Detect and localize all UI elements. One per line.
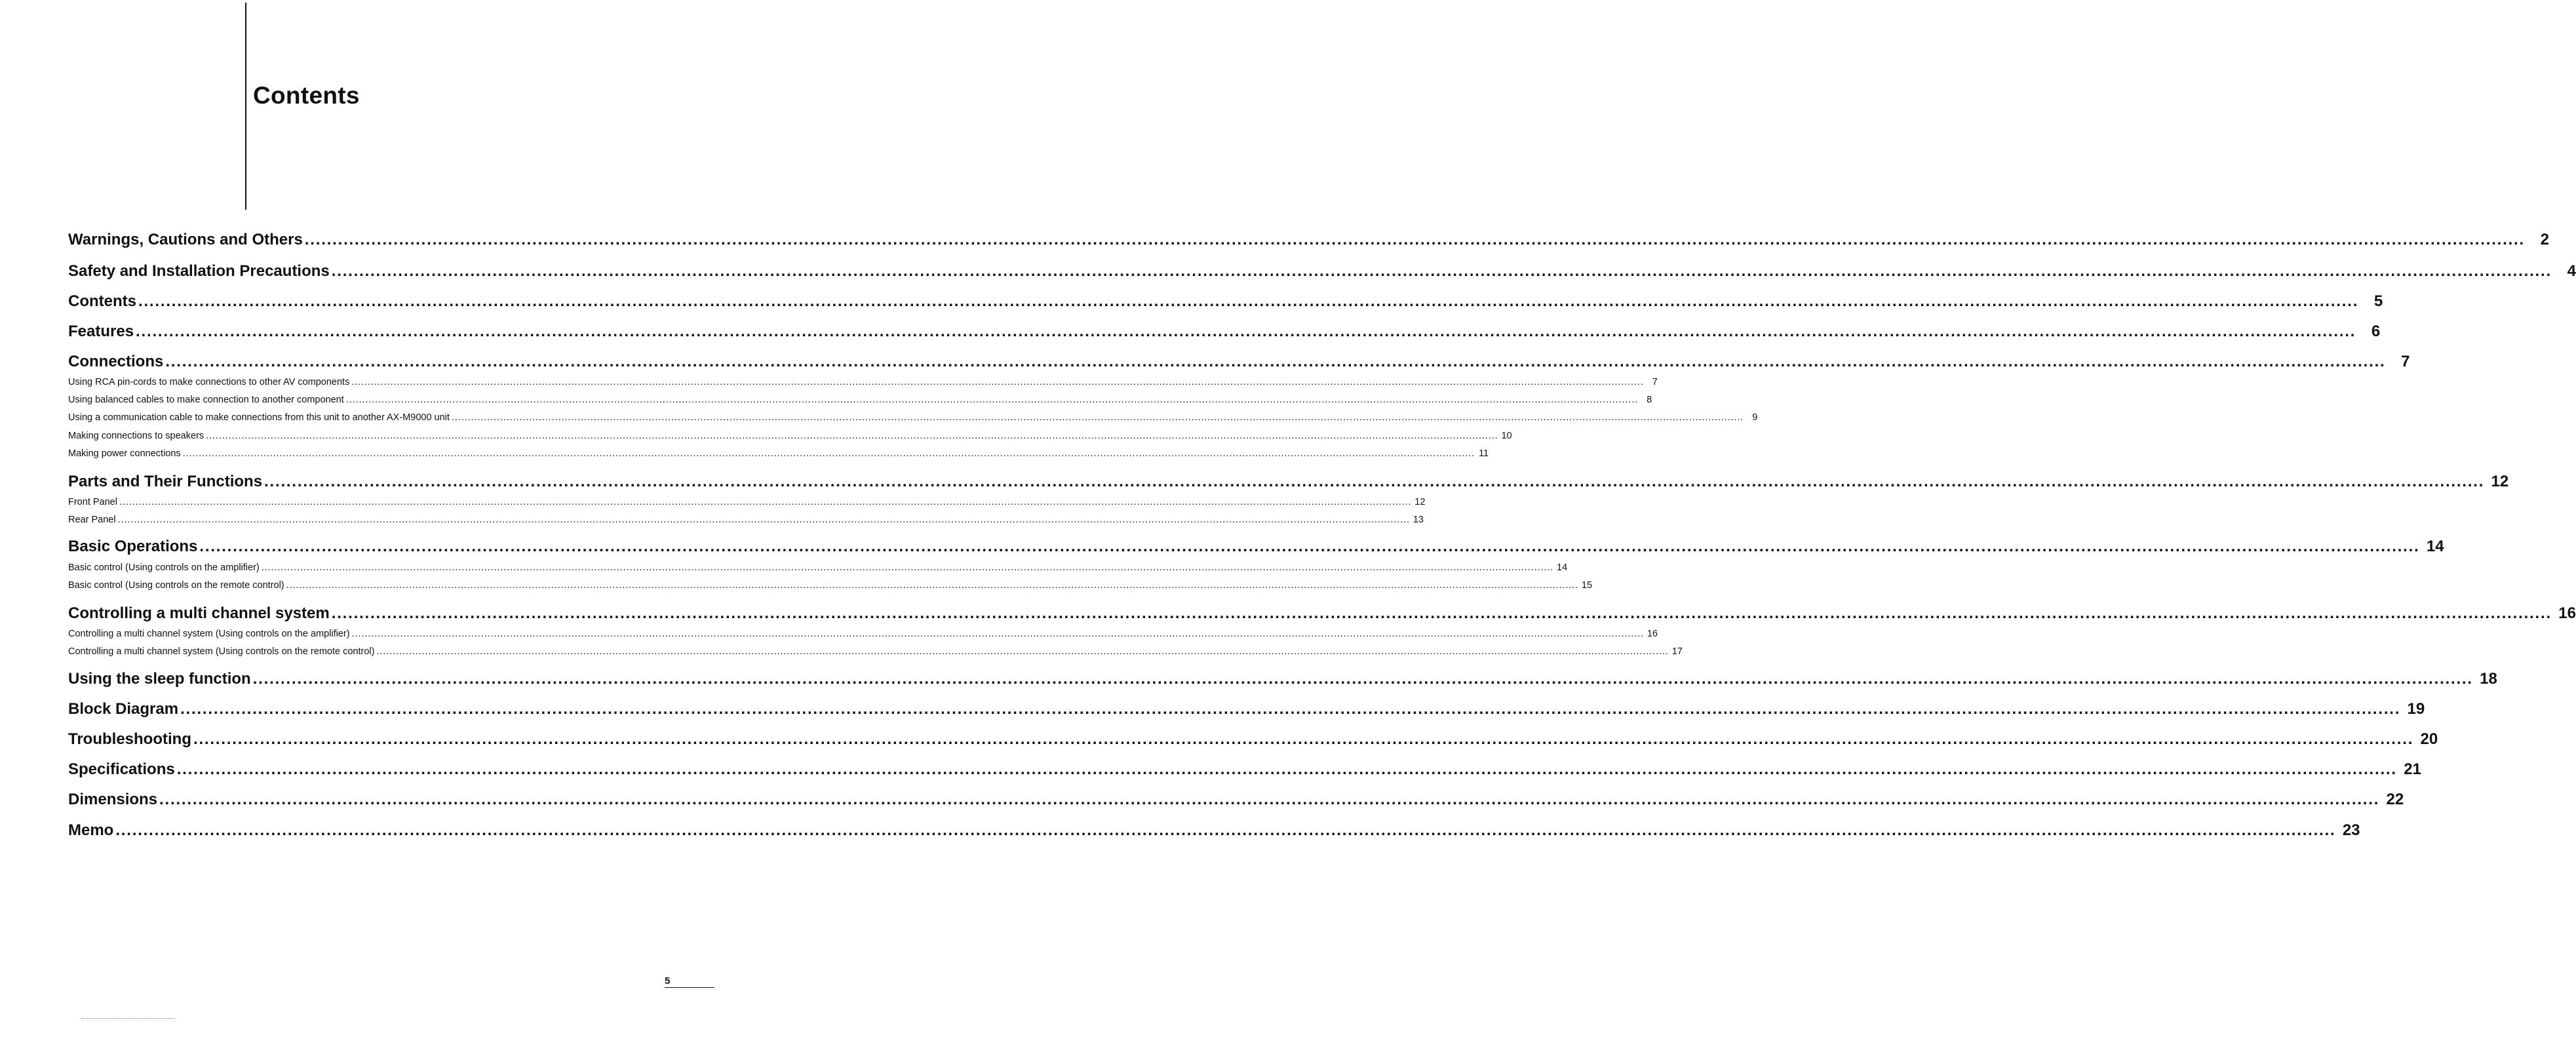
toc-subentry[interactable] — [68, 448, 1489, 461]
toc-subentry[interactable] — [68, 646, 1683, 659]
toc-entry-page: 4 — [2567, 262, 2576, 280]
dot-leader: ................................................................................................................................................................................................................................................................................................................................................................................................................ — [206, 431, 1498, 441]
toc-entry-page: 15 — [1581, 580, 1593, 591]
toc-entry-page: 20 — [2420, 730, 2438, 748]
dot-leader: ................................................................................................................................................................................................................................................................................................................................................................................................................ — [199, 538, 2420, 555]
toc-entry-page: 8 — [1647, 395, 1652, 405]
toc-entry-page: 21 — [2404, 760, 2421, 778]
toc-entry-label: Controlling a multi channel system (Using controls on the remote control) — [68, 646, 375, 657]
toc-subentry[interactable] — [68, 515, 1424, 528]
toc-entry[interactable] — [68, 604, 2576, 624]
title-divider-line — [245, 3, 246, 210]
dot-leader: ................................................................................................................................................................................................................................................................................................................................................................................................................ — [331, 604, 2552, 622]
toc-entry-label: Controlling a multi channel system (Using controls on the amplifier) — [68, 629, 350, 639]
dot-leader: ................................................................................................................................................................................................................................................................................................................................................................................................................ — [261, 562, 1554, 573]
toc-entry-label: Using RCA pin-cords to make connections to other AV components — [68, 377, 350, 387]
dot-leader: ................................................................................................................................................................................................................................................................................................................................................................................................................ — [351, 629, 1644, 639]
toc-entry-page: 22 — [2386, 791, 2404, 808]
toc-entry-label: Using a communication cable to make connections from this unit to another AX-M9000 unit — [68, 412, 450, 423]
dot-leader: ................................................................................................................................................................................................................................................................................................................................................................................................................ — [159, 791, 2380, 808]
toc-entry-label: Memo — [68, 821, 114, 839]
toc-entry-page: 5 — [2373, 292, 2383, 310]
toc-entry[interactable] — [68, 292, 2383, 312]
toc-entry-label: Parts and Their Functions — [68, 473, 263, 490]
toc-entry[interactable] — [68, 791, 2404, 810]
toc-entry-page: 10 — [1501, 431, 1512, 441]
toc-entry-page: 19 — [2407, 700, 2425, 718]
toc-entry[interactable] — [68, 262, 2576, 282]
footer-dotted-rule — [81, 1018, 174, 1019]
toc-entry[interactable] — [68, 473, 2509, 492]
toc-entry-label: Rear Panel — [68, 515, 116, 525]
toc-entry-label: Basic control (Using controls on the remote control) — [68, 580, 284, 591]
toc-entry[interactable] — [68, 730, 2438, 750]
dot-leader: ................................................................................................................................................................................................................................................................................................................................................................................................................ — [119, 497, 1412, 507]
toc-entry-label: Making connections to speakers — [68, 431, 205, 441]
dot-leader: ................................................................................................................................................................................................................................................................................................................................................................................................................ — [117, 515, 1410, 525]
toc-subentry[interactable] — [68, 412, 1758, 425]
toc-entry-label: Basic control (Using controls on the amplifier) — [68, 562, 260, 573]
toc-entry-label: Front Panel — [68, 497, 117, 507]
dot-leader: ................................................................................................................................................................................................................................................................................................................................................................................................................ — [376, 646, 1669, 657]
toc-subentry[interactable] — [68, 395, 1652, 408]
toc-entry-page: 12 — [2491, 473, 2509, 490]
toc-entry-label: Using the sleep function — [68, 670, 251, 688]
page-number: 5 — [665, 975, 714, 988]
toc-entry-label: Block Diagram — [68, 700, 179, 718]
dot-leader: ................................................................................................................................................................................................................................................................................................................................................................................................................ — [165, 353, 2386, 370]
dot-leader: ................................................................................................................................................................................................................................................................................................................................................................................................................ — [180, 700, 2401, 718]
toc-entry-page: 11 — [1479, 448, 1489, 459]
dot-leader: ................................................................................................................................................................................................................................................................................................................................................................................................................ — [193, 730, 2414, 748]
dot-leader: ................................................................................................................................................................................................................................................................................................................................................................................................................ — [136, 323, 2356, 340]
toc-entry-page: 14 — [2426, 538, 2444, 555]
toc-entry-page: 12 — [1415, 497, 1426, 507]
toc-entry-page: 18 — [2480, 670, 2497, 688]
toc-entry-label: Controlling a multi channel system — [68, 604, 330, 622]
toc-entry-page: 17 — [1671, 646, 1683, 657]
page-title: Contents — [253, 82, 360, 109]
toc-entry-label: Basic Operations — [68, 538, 198, 555]
toc-entry-label: Safety and Installation Precautions — [68, 262, 330, 280]
dot-leader: ................................................................................................................................................................................................................................................................................................................................................................................................................ — [182, 448, 1475, 459]
dot-leader: ................................................................................................................................................................................................................................................................................................................................................................................................................ — [264, 473, 2485, 490]
dot-leader: ................................................................................................................................................................................................................................................................................................................................................................................................................ — [345, 395, 1639, 405]
toc-entry[interactable] — [68, 700, 2425, 720]
dot-leader: ................................................................................................................................................................................................................................................................................................................................................................................................................ — [115, 821, 2336, 839]
toc-entry-label: Connections — [68, 353, 164, 370]
toc-subentry[interactable] — [68, 580, 1593, 593]
toc-entry-label: Dimensions — [68, 791, 158, 808]
toc-entry-label: Specifications — [68, 760, 175, 778]
toc-entry[interactable] — [68, 323, 2381, 342]
toc-entry[interactable] — [68, 353, 2410, 372]
toc-entry-page: 16 — [1647, 629, 1658, 639]
dot-leader: ................................................................................................................................................................................................................................................................................................................................................................................................................ — [331, 262, 2552, 280]
toc-entry-page: 13 — [1413, 515, 1424, 525]
toc-entry-page: 2 — [2540, 231, 2549, 248]
dot-leader: ................................................................................................................................................................................................................................................................................................................................................................................................................ — [286, 580, 1579, 591]
toc-entry-page: 7 — [1652, 377, 1658, 387]
toc-entry-page: 23 — [2342, 821, 2360, 839]
toc-entry-label: Contents — [68, 292, 136, 310]
toc-entry-page: 9 — [1752, 412, 1758, 423]
toc-entry-label: Features — [68, 323, 134, 340]
toc-entry[interactable] — [68, 821, 2360, 841]
dot-leader: ................................................................................................................................................................................................................................................................................................................................................................................................................ — [138, 292, 2359, 310]
toc-entry-page: 6 — [2371, 323, 2381, 340]
toc-subentry[interactable] — [68, 431, 1512, 444]
toc-subentry[interactable] — [68, 497, 1426, 510]
dot-leader: ................................................................................................................................................................................................................................................................................................................................................................................................................ — [351, 377, 1644, 387]
toc-subentry[interactable] — [68, 377, 1658, 390]
dot-leader: ................................................................................................................................................................................................................................................................................................................................................................................................................ — [304, 231, 2525, 248]
toc-entry[interactable] — [68, 760, 2421, 780]
dot-leader: ................................................................................................................................................................................................................................................................................................................................................................................................................ — [176, 760, 2397, 778]
dot-leader: ................................................................................................................................................................................................................................................................................................................................................................................................................ — [252, 670, 2473, 688]
toc-entry-page: 7 — [2401, 353, 2410, 370]
toc-entry-label: Making power connections — [68, 448, 181, 459]
toc-entry-page: 14 — [1557, 562, 1568, 573]
toc-entry[interactable] — [68, 538, 2444, 557]
toc-entry[interactable] — [68, 231, 2549, 250]
toc-entry-page: 16 — [2558, 604, 2576, 622]
toc-subentry[interactable] — [68, 629, 1658, 642]
toc-entry-label: Warnings, Cautions and Others — [68, 231, 303, 248]
toc-entry-label: Troubleshooting — [68, 730, 191, 748]
toc-entry[interactable] — [68, 670, 2497, 690]
toc-entry-label: Using balanced cables to make connection to another component — [68, 395, 344, 405]
dot-leader: ................................................................................................................................................................................................................................................................................................................................................................................................................ — [451, 412, 1744, 423]
toc-subentry[interactable] — [68, 562, 1568, 576]
